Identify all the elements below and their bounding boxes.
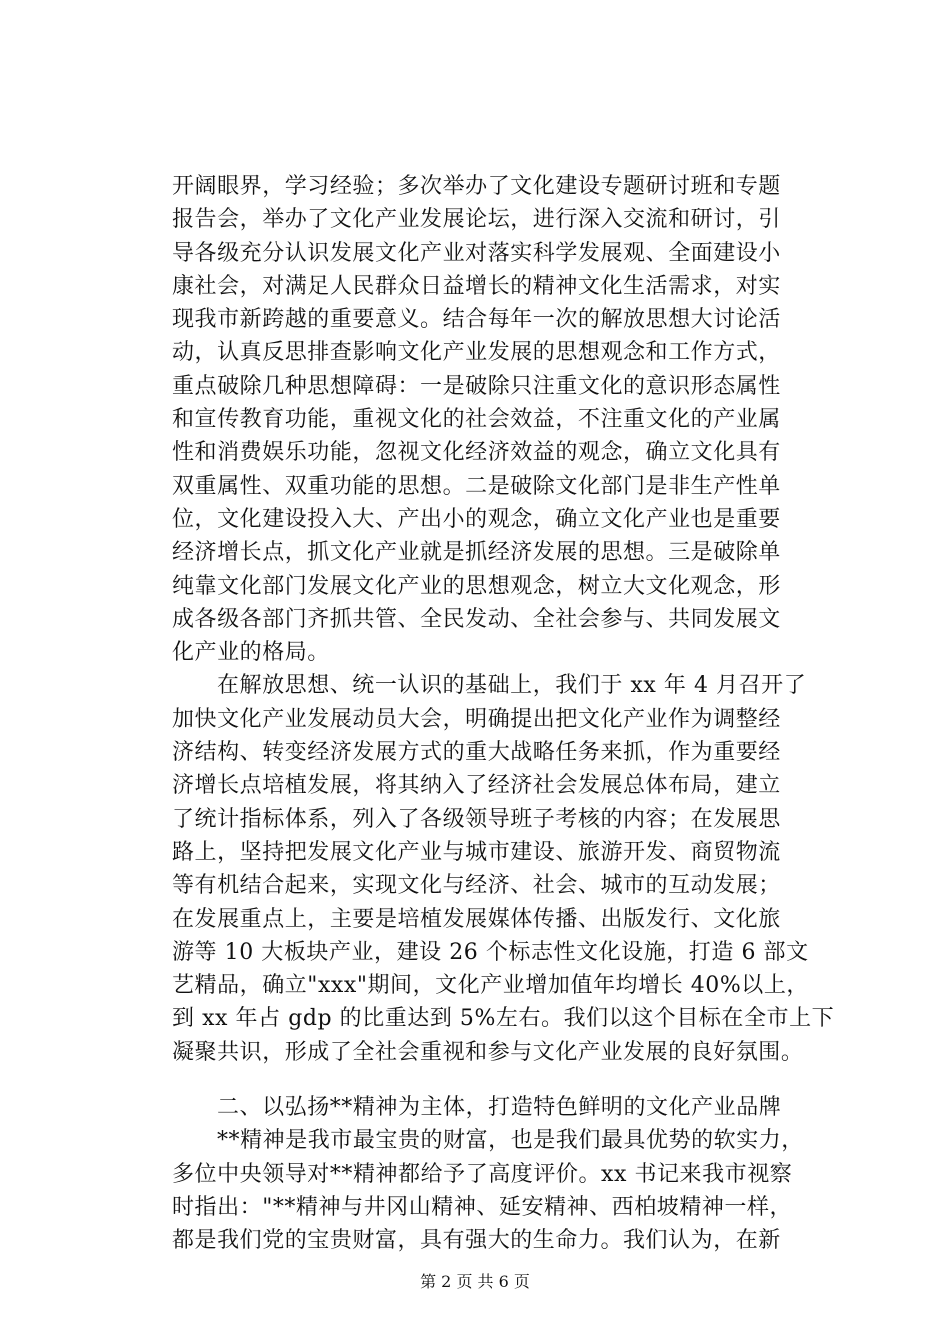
text-line: 济结构、转变经济发展方式的重大战略任务来抓，作为重要经 (172, 740, 781, 766)
section-heading: 二、以弘扬**精神为主体，打造特色鲜明的文化产业品牌 (217, 1095, 782, 1121)
section-gap (172, 1069, 784, 1091)
text-line: 动，认真反思排查影响文化产业发展的思想观念和工作方式， (172, 340, 781, 366)
text-line: 导各级充分认识发展文化产业对落实科学发展观、全面建设小 (172, 240, 781, 266)
text-line: 重点破除几种思想障碍：一是破除只注重文化的意识形态属性 (172, 373, 781, 399)
text-line: 多位中央领导对**精神都给予了高度评价。xx 书记来我市视察 (172, 1161, 793, 1187)
text-line: 纯靠文化部门发展文化产业的思想观念，树立大文化观念，形 (172, 573, 781, 599)
paragraph-start-line: 在解放思想、统一认识的基础上，我们于 xx 年 4 月召开了 (217, 673, 807, 699)
text-line: 康社会，对满足人民群众日益增长的精神文化生活需求，对实 (172, 273, 781, 299)
document-body (172, 170, 835, 1258)
text-line: 时指出："**精神与井冈山精神、延安精神、西柏坡精神一样， (172, 1194, 793, 1220)
text-line: 济增长点培植发展，将其纳入了经济社会发展总体布局，建立 (172, 773, 781, 799)
text-line: 凝聚共识，形成了全社会重视和参与文化产业发展的良好氛围。 (172, 1039, 804, 1065)
text-line: 都是我们党的宝贵财富，具有强大的生命力。我们认为，在新 (172, 1228, 781, 1254)
text-line: 化产业的格局。 (172, 640, 330, 666)
text-line: 等有机结合起来，实现文化与经济、社会、城市的互动发展； (172, 873, 781, 899)
text-line: 路上，坚持把发展文化产业与城市建设、旅游开发、商贸物流 (172, 839, 781, 865)
text-line: 双重属性、双重功能的思想。二是破除文化部门是非生产性单 (172, 473, 781, 499)
text-line: 在发展重点上，主要是培植发展媒体传播、出版发行、文化旅 (172, 906, 781, 932)
text-line: 加快文化产业发展动员大会，明确提出把文化产业作为调整经 (172, 706, 781, 732)
text-line: 开阔眼界，学习经验；多次举办了文化建设专题研讨班和专题 (172, 174, 781, 199)
text-line: 现我市新跨越的重要意义。结合每年一次的解放思想大讨论活 (172, 307, 781, 333)
page-number-footer: 第 2 页 共 6 页 (420, 1272, 530, 1291)
text-line: 游等 10 大板块产业，建设 26 个标志性文化设施，打造 6 部文 (172, 939, 809, 965)
text-line: 经济增长点，抓文化产业就是抓经济发展的思想。三是破除单 (172, 540, 781, 566)
text-line: 艺精品，确立"xxx"期间，文化产业增加值年均增长 40%以上， (172, 973, 809, 999)
text-line: 和宣传教育功能，重视文化的社会效益，不注重文化的产业属 (172, 407, 781, 433)
text-line: 报告会，举办了文化产业发展论坛，进行深入交流和研讨，引 (172, 207, 781, 233)
text-line: 成各级各部门齐抓共管、全民发动、全社会参与、共同发展文 (172, 606, 781, 632)
text-line: 性和消费娱乐功能，忽视文化经济效益的观念，确立文化具有 (172, 440, 781, 466)
text-line: 了统计指标体系，列入了各级领导班子考核的内容；在发展思 (172, 806, 781, 832)
paragraph-start-line: **精神是我市最宝贵的财富，也是我们最具优势的软实力， (217, 1128, 804, 1154)
text-line: 位，文化建设投入大、产出小的观念，确立文化产业也是重要 (172, 506, 781, 532)
text-line: 到 xx 年占 gdp 的比重达到 5%左右。我们以这个目标在全市上下 (172, 1006, 835, 1032)
